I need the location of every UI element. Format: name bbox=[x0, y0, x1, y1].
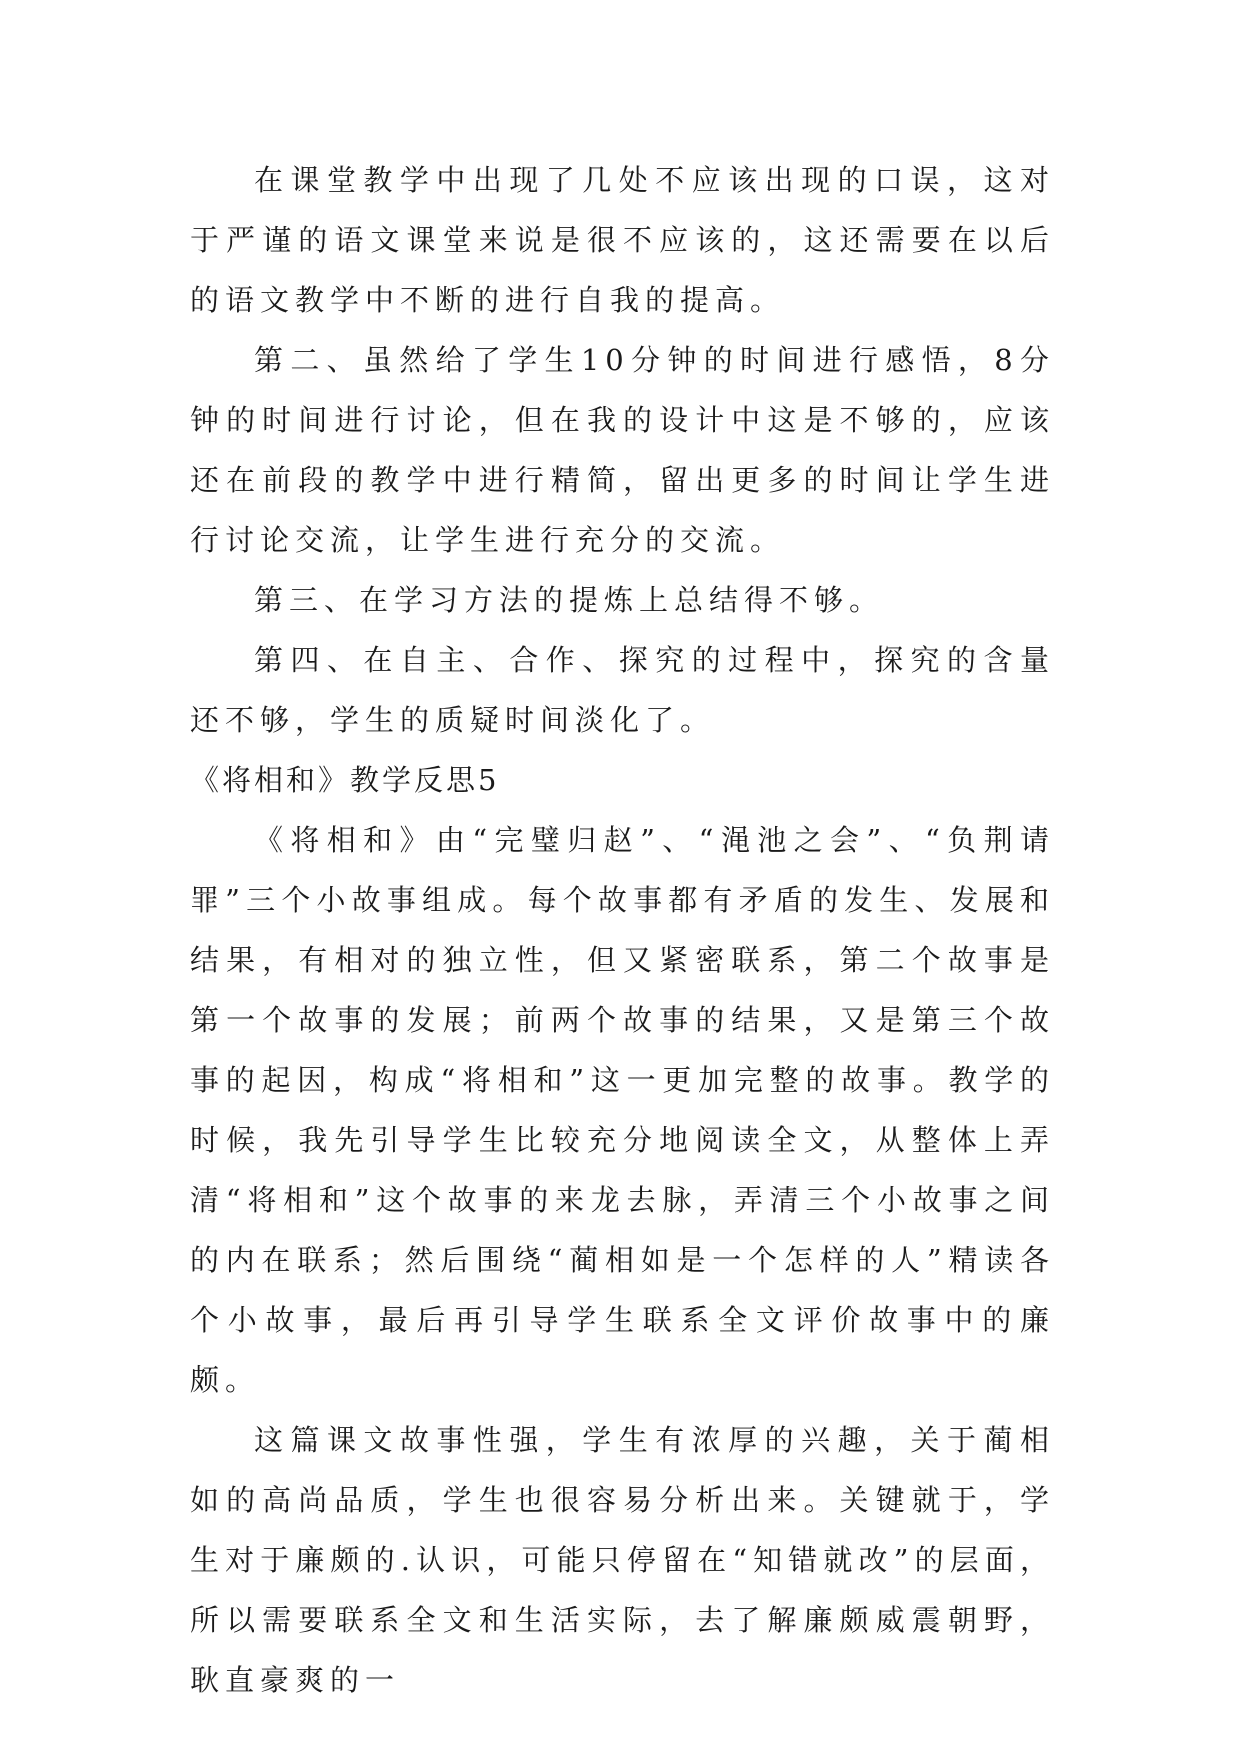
paragraph-3: 第三、在学习方法的提炼上总结得不够。 bbox=[254, 583, 885, 617]
section-title: 《将相和》教学反思5 bbox=[190, 763, 500, 797]
paragraph-2: 第二、虽然给了学生10分钟的时间进行感悟，8分钟的时间进行讨论，但在我的设计中这是不够的，应该还在前段的教学中进行精简，留出更多的时间让学生进行讨论交流，让学生进行充分的交流。 bbox=[190, 343, 1055, 557]
paragraph-1: 在课堂教学中出现了几处不应该出现的口误，这对于严谨的语文课堂来说是很不应该的，这还需要在以后的语文教学中不断的进行自我的提高。 bbox=[190, 163, 1055, 317]
document-body bbox=[190, 150, 1055, 1710]
section-paragraph-2: 这篇课文故事性强，学生有浓厚的兴趣，关于蔺相如的高尚品质，学生也很容易分析出来。关键就于，学生对于廉颇的.认识，可能只停留在“知错就改”的层面，所以需要联系全文和生活实际，去了解廉颇威震朝野，耿直豪爽的一 bbox=[190, 1423, 1055, 1697]
section-paragraph-1: 《将相和》由“完璧归赵”、“渑池之会”、“负荆请罪”三个小故事组成。每个故事都有矛盾的发生、发展和结果，有相对的独立性，但又紧密联系，第二个故事是第一个故事的发展；前两个故事的结果，又是第三个故事的起因，构成“将相和”这一更加完整的故事。教学的时候，我先引导学生比较充分地阅读全文，从整体上弄清“将相和”这个故事的来龙去脉，弄清三个小故事之间的内在联系；然后围绕“蔺相如是一个怎样的人”精读各个小故事，最后再引导学生联系全文评价故事中的廉颇。 bbox=[190, 823, 1055, 1397]
paragraph-4: 第四、在自主、合作、探究的过程中，探究的含量还不够，学生的质疑时间淡化了。 bbox=[190, 643, 1055, 737]
